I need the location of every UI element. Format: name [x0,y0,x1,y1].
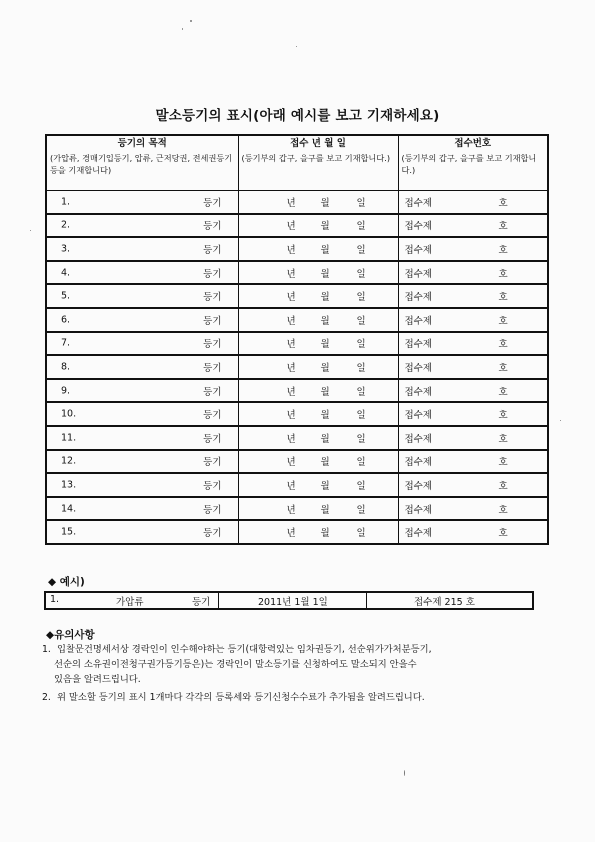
note-1-line3: 있음을 알려드립니다. [54,674,141,685]
row-deung-label: 등기 [203,504,222,516]
receipt-label: 접수제 [404,433,433,445]
row-number: 2. [61,219,71,231]
receipt-label: 접수제 [404,292,433,304]
month-label: 월 [320,410,330,422]
row-deung-label: 등기 [203,221,222,233]
table-row [46,426,548,450]
receipt-cell[interactable] [398,214,548,238]
example-heading: ◆ 예시) [48,576,85,588]
table-row [46,261,548,285]
table-row [46,214,548,238]
day-label: 일 [356,410,366,422]
ho-label: 호 [498,362,508,374]
header-receipt-desc: (등기부의 갑구, 을구를 보고 기재합니다.) [401,153,537,175]
row-deung-label: 등기 [203,480,222,492]
row-deung-label: 등기 [203,315,222,327]
ho-label: 호 [498,386,508,398]
header-purpose-desc: (가압류, 경매기입등기, 압류, 근저당권, 전세권등기 등을 기재합니다) [50,153,233,175]
date-cell[interactable] [238,426,398,450]
year-label: 년 [286,504,296,516]
scan-speck [296,46,297,47]
ho-label: 호 [498,433,508,445]
date-cell[interactable] [238,520,398,544]
ho-label: 호 [498,528,508,540]
date-cell[interactable] [238,261,398,285]
day-label: 일 [356,221,366,233]
header-receipt [398,135,548,191]
year-label: 년 [286,528,296,540]
scan-speck [190,20,192,22]
receipt-label: 접수제 [404,410,433,422]
row-number: 10. [61,408,77,420]
purpose-cell[interactable] [46,284,238,308]
day-label: 일 [356,197,366,209]
row-deung-label: 등기 [203,197,222,209]
ho-label: 호 [498,339,508,351]
row-number: 3. [61,243,71,255]
row-number: 6. [61,314,71,326]
table-row [46,191,548,214]
purpose-cell[interactable] [46,332,238,356]
row-deung-label: 등기 [203,268,222,280]
month-label: 월 [320,433,330,445]
date-cell[interactable] [238,214,398,238]
month-label: 월 [320,197,330,209]
row-deung-label: 등기 [203,362,222,374]
date-cell[interactable] [238,332,398,356]
receipt-cell[interactable] [398,402,548,426]
row-deung-label: 등기 [203,292,222,304]
scan-speck [560,420,561,421]
table-header-row [46,135,548,191]
note-1-line2: 선순의 소유권이전청구권가등기등은)는 경락인이 말소등기를 신청하여도 말소되지 안을수 [54,659,417,670]
purpose-cell[interactable] [46,450,238,474]
date-cell[interactable] [238,497,398,521]
header-date [238,135,398,191]
year-label: 년 [286,244,296,256]
row-deung-label: 등기 [203,339,222,351]
table-row [46,450,548,474]
receipt-label: 접수제 [404,528,433,540]
header-receipt-title: 접수번호 [454,138,492,149]
row-number: 9. [61,385,71,397]
date-cell[interactable] [238,237,398,261]
notes-heading: ◆유의사항 [46,629,95,641]
receipt-cell[interactable] [398,426,548,450]
receipt-cell[interactable] [398,284,548,308]
day-label: 일 [356,268,366,280]
example-row [44,591,534,610]
purpose-cell[interactable] [46,426,238,450]
ho-label: 호 [498,292,508,304]
ho-label: 호 [498,504,508,516]
note-2-line1: 위 말소할 등기의 표시 1개마다 각각의 등록세와 등기신청수수료가 추가됨을 알려드립니다. [56,692,425,703]
day-label: 일 [356,480,366,492]
note-item-2 [42,690,552,705]
receipt-label: 접수제 [404,339,433,351]
ho-label: 호 [498,221,508,233]
ho-label: 호 [498,315,508,327]
month-label: 월 [320,504,330,516]
note-2-num: 2. [42,692,51,703]
example-deung: 등기 [192,597,211,608]
date-cell[interactable] [238,191,398,214]
row-deung-label: 등기 [203,244,222,256]
row-number: 11. [61,432,77,444]
date-cell[interactable] [238,473,398,497]
table-row [46,355,548,379]
purpose-cell[interactable] [46,261,238,285]
table-row [46,402,548,426]
table-row [46,332,548,356]
year-label: 년 [286,197,296,209]
row-number: 5. [61,290,71,302]
ho-label: 호 [498,457,508,469]
table-row [46,308,548,332]
purpose-cell[interactable] [46,355,238,379]
purpose-cell[interactable] [46,308,238,332]
table-row [46,379,548,403]
date-cell[interactable] [238,355,398,379]
receipt-cell[interactable] [398,191,548,214]
scan-speck [182,28,183,30]
receipt-cell[interactable] [398,520,548,544]
receipt-label: 접수제 [404,362,433,374]
table-body [46,191,548,544]
day-label: 일 [356,339,366,351]
receipt-label: 접수제 [404,197,433,209]
ho-label: 호 [498,480,508,492]
day-label: 일 [356,457,366,469]
scan-speck [30,230,31,231]
day-label: 일 [356,386,366,398]
year-label: 년 [286,433,296,445]
day-label: 일 [356,315,366,327]
table-row [46,284,548,308]
day-label: 일 [356,244,366,256]
receipt-cell[interactable] [398,355,548,379]
receipt-label: 접수제 [404,386,433,398]
document-title: 말소등기의 표시(아래 예시를 보고 기재하세요) [155,108,440,124]
row-number: 4. [61,267,71,279]
receipt-label: 접수제 [404,268,433,280]
year-label: 년 [286,410,296,422]
month-label: 월 [320,292,330,304]
row-deung-label: 등기 [203,386,222,398]
year-label: 년 [286,339,296,351]
month-label: 월 [320,221,330,233]
ho-label: 호 [498,197,508,209]
day-label: 일 [356,528,366,540]
row-number: 7. [61,337,71,349]
date-cell[interactable] [238,379,398,403]
date-cell[interactable] [238,450,398,474]
purpose-cell[interactable] [46,520,238,544]
row-number: 13. [61,479,77,491]
receipt-label: 접수제 [404,504,433,516]
year-label: 년 [286,292,296,304]
month-label: 월 [320,268,330,280]
receipt-cell[interactable] [398,308,548,332]
header-date-desc: (등기부의 갑구, 을구를 보고 기재합니다.) [241,153,391,163]
day-label: 일 [356,504,366,516]
receipt-cell[interactable] [398,332,548,356]
purpose-cell[interactable] [46,497,238,521]
row-number: 12. [61,455,77,467]
month-label: 월 [320,315,330,327]
receipt-label: 접수제 [404,244,433,256]
receipt-label: 접수제 [404,457,433,469]
scan-speck [404,770,405,776]
ho-label: 호 [498,410,508,422]
month-label: 월 [320,528,330,540]
year-label: 년 [286,386,296,398]
header-purpose-title: 등기의 목적 [117,138,167,149]
example-purpose: 가압류 [116,597,144,608]
row-deung-label: 등기 [203,528,222,540]
purpose-cell[interactable] [46,214,238,238]
note-1-num: 1. [42,644,51,655]
purpose-cell[interactable] [46,402,238,426]
month-label: 월 [320,480,330,492]
year-label: 년 [286,268,296,280]
receipt-cell[interactable] [398,261,548,285]
table-row [46,473,548,497]
date-cell[interactable] [238,308,398,332]
receipt-label: 접수제 [404,221,433,233]
year-label: 년 [286,362,296,374]
table-row [46,237,548,261]
example-num: 1. [50,594,60,605]
note-item-1 [42,642,552,687]
purpose-cell[interactable] [46,379,238,403]
day-label: 일 [356,433,366,445]
purpose-cell[interactable] [46,237,238,261]
table-row [46,520,548,544]
receipt-cell[interactable] [398,450,548,474]
example-date: 2011년 1월 1일 [258,597,328,608]
receipt-label: 접수제 [404,315,433,327]
note-1-line1: 입찰문건명세서상 경락인이 인수해야하는 등기(대항력있는 임차권등기, 선순위가가처분등기, [56,644,432,655]
row-number: 1. [61,196,71,208]
row-number: 14. [61,503,77,515]
row-deung-label: 등기 [203,433,222,445]
day-label: 일 [356,292,366,304]
month-label: 월 [320,457,330,469]
ho-label: 호 [498,268,508,280]
date-cell[interactable] [238,284,398,308]
month-label: 월 [320,244,330,256]
receipt-cell[interactable] [398,379,548,403]
year-label: 년 [286,457,296,469]
row-deung-label: 등기 [203,457,222,469]
receipt-cell[interactable] [398,473,548,497]
receipt-cell[interactable] [398,237,548,261]
header-date-title: 접수 년 월 일 [290,138,346,149]
year-label: 년 [286,315,296,327]
receipt-cell[interactable] [398,497,548,521]
purpose-cell[interactable] [46,191,238,214]
header-purpose [46,135,238,191]
table-row [46,497,548,521]
example-divider [366,593,367,608]
row-number: 15. [61,526,77,538]
date-cell[interactable] [238,402,398,426]
row-number: 8. [61,361,71,373]
year-label: 년 [286,480,296,492]
deregistration-table [45,134,549,545]
ho-label: 호 [498,244,508,256]
month-label: 월 [320,362,330,374]
purpose-cell[interactable] [46,473,238,497]
row-deung-label: 등기 [203,410,222,422]
example-divider [218,593,219,608]
example-receipt: 접수제 215 호 [414,597,475,608]
receipt-label: 접수제 [404,480,433,492]
year-label: 년 [286,221,296,233]
day-label: 일 [356,362,366,374]
month-label: 월 [320,339,330,351]
month-label: 월 [320,386,330,398]
